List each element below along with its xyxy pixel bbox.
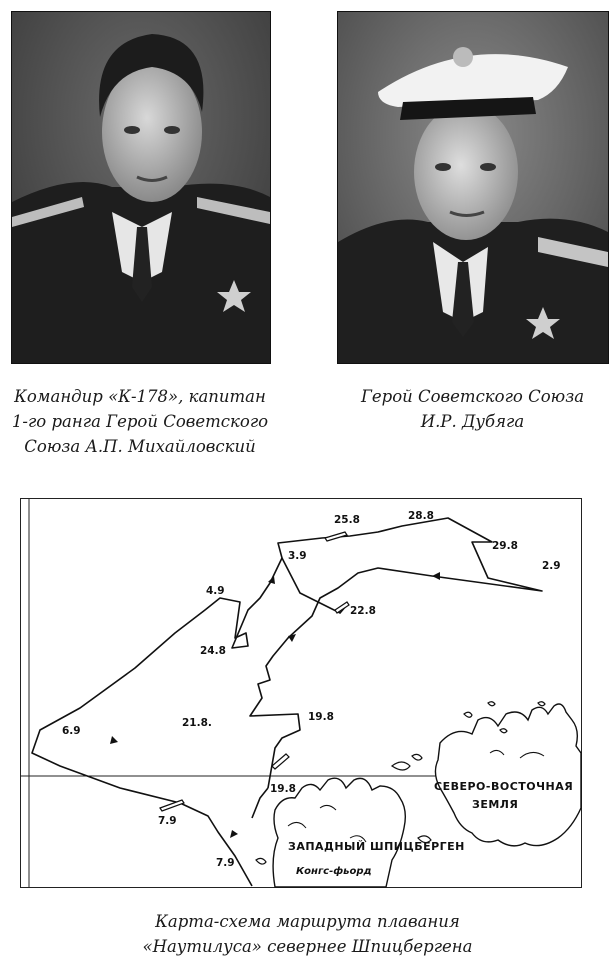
- date-label: 3.9: [288, 550, 307, 562]
- date-label: 24.8: [200, 645, 226, 657]
- date-label: 25.8: [334, 514, 360, 526]
- date-label: 7.9: [158, 815, 177, 827]
- date-label: 22.8: [350, 605, 376, 617]
- date-label: 29.8: [492, 540, 518, 552]
- caption-line: Герой Советского Союза: [360, 387, 585, 406]
- date-label: 6.9: [62, 725, 81, 737]
- caption-dubyaga: [335, 384, 610, 434]
- place-label-west-spitsbergen: ЗАПАДНЫЙ ШПИЦБЕРГЕН: [288, 840, 465, 853]
- caption-line: И.Р. Дубяга: [420, 412, 525, 431]
- caption-map: [0, 909, 615, 959]
- caption-line: Карта-схема маршрута плавания: [155, 912, 460, 931]
- portrait-mikhailovsky: [11, 11, 271, 364]
- date-label: 21.8.: [182, 717, 212, 729]
- caption-line: Командир «К-178», капитан: [14, 387, 266, 406]
- caption-line: «Наутилуса» севернее Шпицбергена: [142, 937, 473, 956]
- route-map: [20, 498, 582, 888]
- date-label: 7.9: [216, 857, 235, 869]
- date-label: 2.9: [542, 560, 561, 572]
- date-label: 28.8: [408, 510, 434, 522]
- caption-line: Союза А.П. Михайловский: [24, 437, 256, 456]
- place-label-kongsfjord: Конгс-фьорд: [296, 866, 372, 877]
- caption-mikhailovsky: [0, 384, 280, 459]
- date-label: 19.8: [270, 783, 296, 795]
- date-label: 19.8: [308, 711, 334, 723]
- date-label: 4.9: [206, 585, 225, 597]
- caption-line: 1-го ранга Герой Советского: [11, 412, 269, 431]
- place-label-north-east-land: ЗЕМЛЯ: [472, 798, 519, 811]
- place-label-north-east-land: СЕВЕРО-ВОСТОЧНАЯ: [434, 780, 574, 793]
- portrait-dubyaga: [337, 11, 609, 364]
